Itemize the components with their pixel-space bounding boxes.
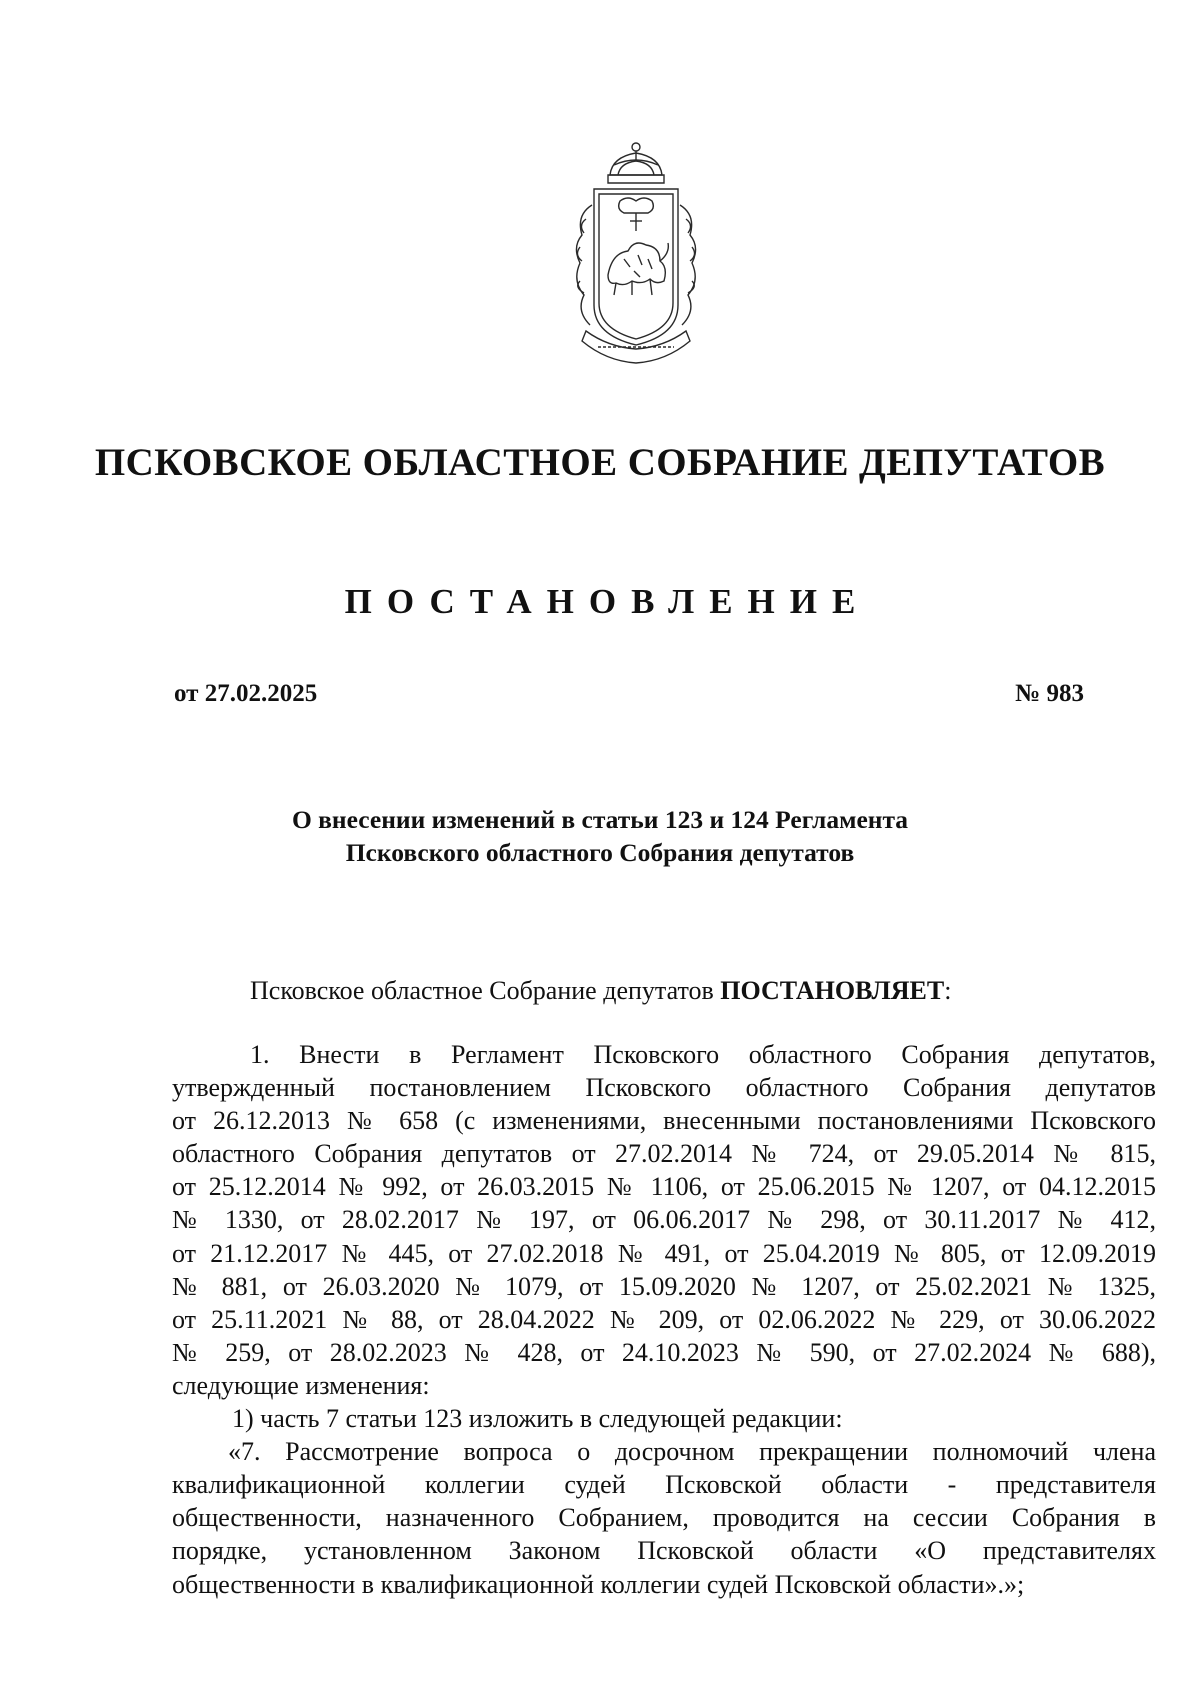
document-date: от 27.02.2025 (174, 680, 318, 707)
paragraph-line: следующие изменения: (172, 1370, 430, 1400)
document-type: ПОСТАНОВЛЕНИЕ (344, 582, 871, 621)
paragraph-line: от 21.12.2017 № 445, от 27.02.2018 № 491, от 25.04.2019 № 805, от 12.09.2019 (172, 1238, 1156, 1268)
resolution-text: Псковское областное Собрание депутатов (250, 976, 721, 1005)
quote-line: порядке, установленном Законом Псковской области «О представителях (172, 1536, 1156, 1566)
quote-line: «7. Рассмотрение вопроса о досрочном прекращении полномочий члена (228, 1437, 1156, 1467)
title-line: О внесении изменений в статьи 123 и 124 Регламента (291, 805, 909, 834)
organization-name: ПСКОВСКОЕ ОБЛАСТНОЕ СОБРАНИЕ ДЕПУТАТОВ (94, 441, 1106, 484)
quote-line: общественности в квалификационной коллегии судей Псковской области».»; (172, 1569, 1025, 1599)
paragraph-line: от 25.11.2021 № 88, от 28.04.2022 № 209, от 02.06.2022 № 229, от 30.06.2022 (172, 1304, 1156, 1334)
document-number: № 983 (1015, 680, 1084, 707)
item-1 (172, 1402, 1156, 1435)
paragraph-line: от 25.12.2014 № 992, от 26.03.2015 № 1106, от 25.06.2015 № 1207, от 04.12.2015 (172, 1172, 1156, 1202)
resolution-statement (250, 974, 951, 1008)
quote-line: общественности, назначенного Собранием, проводится на сессии Собрания в (172, 1503, 1156, 1533)
paragraph-line: № 1330, от 28.02.2017 № 197, от 06.06.2017 № 298, от 30.11.2017 № 412, (172, 1205, 1156, 1235)
paragraph-line: № 881, от 26.03.2020 № 1079, от 15.09.2020 № 1207, от 25.02.2021 № 1325, (172, 1271, 1156, 1301)
resolution-colon: : (944, 976, 952, 1005)
document-body (172, 1038, 1156, 1601)
title-line: Псковского областного Собрания депутатов (345, 838, 855, 867)
resolution-keyword: ПОСТАНОВЛЯЕТ (720, 976, 945, 1005)
paragraph-1 (172, 1038, 1156, 1402)
document-title (0, 803, 1200, 869)
quote-line: квалификационной коллегии судей Псковской области - представителя (172, 1470, 1156, 1500)
paragraph-line: № 259, от 28.02.2023 № 428, от 24.10.2023 № 590, от 27.02.2024 № 688), (172, 1337, 1156, 1367)
paragraph-line: областного Собрания депутатов от 27.02.2014 № 724, от 29.05.2014 № 815, (172, 1139, 1156, 1169)
paragraph-line: от 26.12.2013 № 658 (с изменениями, внесенными постановлениями Псковского (172, 1106, 1156, 1136)
paragraph-line: 1. Внести в Регламент Псковского областного Собрания депутатов, (250, 1040, 1156, 1069)
coat-of-arms-emblem (568, 135, 704, 375)
quoted-amendment (172, 1435, 1156, 1600)
item-line: 1) часть 7 статьи 123 изложить в следующей редакции: (232, 1404, 843, 1434)
paragraph-line: утвержденный постановлением Псковского областного Собрания депутатов (172, 1073, 1156, 1103)
